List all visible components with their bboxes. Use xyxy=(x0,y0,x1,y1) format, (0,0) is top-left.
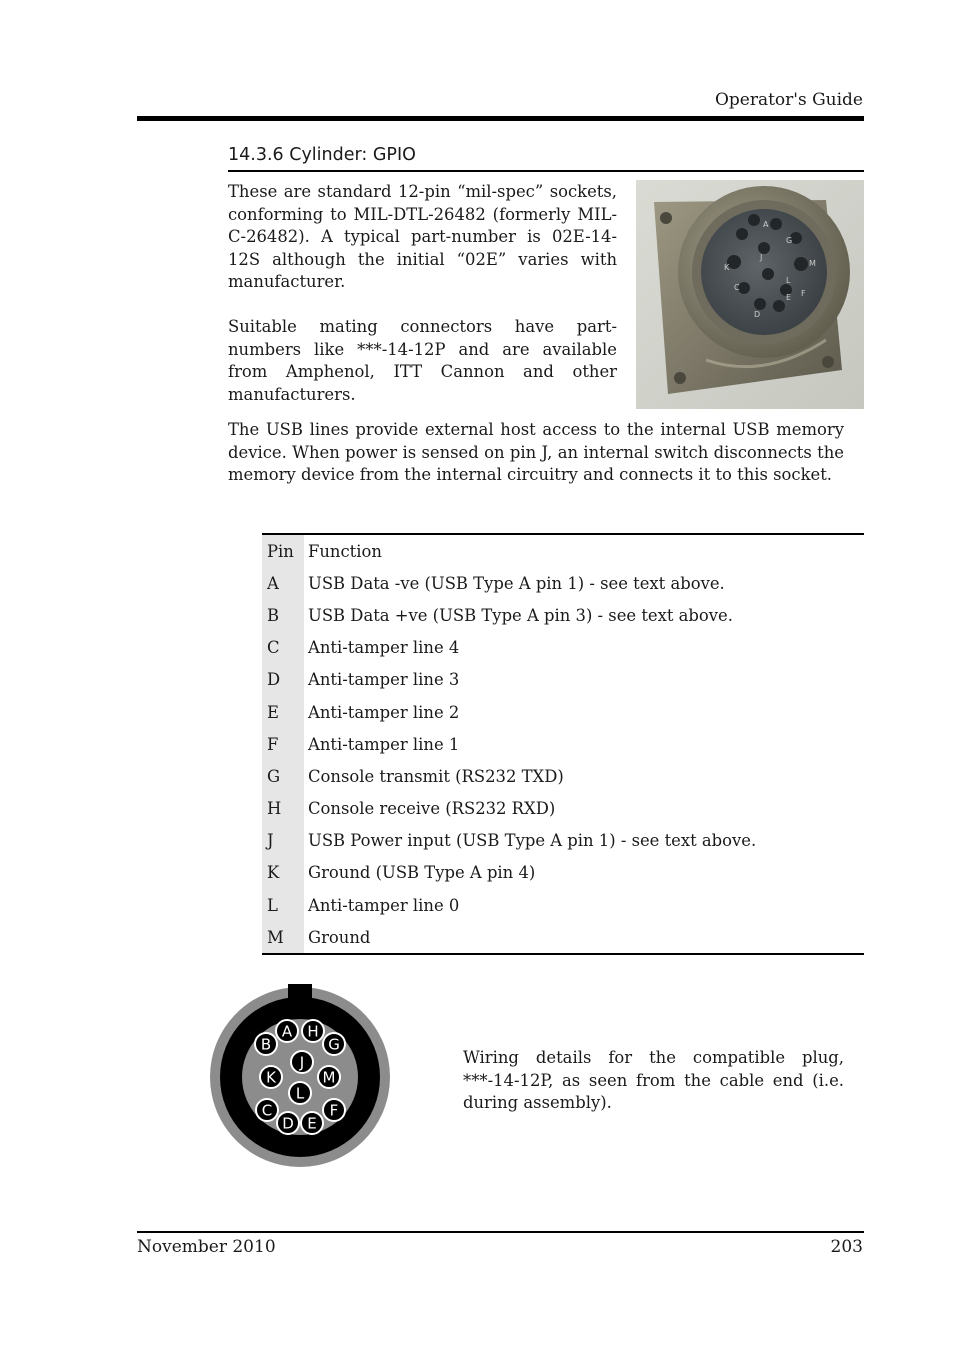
mounting-hole xyxy=(674,372,686,384)
table-row xyxy=(262,567,864,599)
table-row xyxy=(262,857,864,889)
table-row xyxy=(262,889,864,921)
table-row xyxy=(262,760,864,792)
footer-date: November 2010 xyxy=(137,1237,276,1257)
photo-pin-label: F xyxy=(801,289,806,298)
section-rule xyxy=(228,170,864,172)
photo-pin-label: A xyxy=(763,220,769,229)
plug-pin-label: D xyxy=(282,1114,294,1133)
function-cell: Ground xyxy=(308,927,371,947)
header-rule xyxy=(137,116,864,121)
plug-pin-label: C xyxy=(261,1101,273,1120)
table-row xyxy=(262,664,864,696)
pin-column-header: Pin xyxy=(262,535,304,567)
function-cell: USB Power input (USB Type A pin 1) - see text above. xyxy=(308,831,757,851)
running-header: Operator's Guide xyxy=(714,90,863,110)
pin-cell: C xyxy=(262,632,304,664)
pin-cell: A xyxy=(262,567,304,599)
plug-pin-label: L xyxy=(295,1084,305,1103)
photo-pin-label: J xyxy=(760,253,763,262)
photo-pin-label: M xyxy=(809,259,816,268)
pin-cell: H xyxy=(262,793,304,825)
function-cell: USB Data -ve (USB Type A pin 1) - see text above. xyxy=(308,573,725,593)
function-cell: Anti-tamper line 0 xyxy=(308,895,460,915)
table-row xyxy=(262,632,864,664)
section-title: 14.3.6 Cylinder: GPIO xyxy=(228,145,416,165)
table-row xyxy=(262,921,864,953)
plug-pin-label: B xyxy=(260,1035,272,1054)
plug-pin-label: J xyxy=(299,1053,305,1072)
pin-cell: J xyxy=(262,825,304,857)
table-row xyxy=(262,825,864,857)
photo-pin-label: D xyxy=(754,310,761,319)
function-cell: Anti-tamper line 4 xyxy=(308,638,460,658)
intro-paragraph: These are standard 12-pin “mil-spec” sockets, conforming to MIL-DTL-26482 (formerly MIL-C-26482). A typical part-number is 02E-14-12S although the initial “02E” varies with manufacturer. xyxy=(228,182,617,291)
table-row xyxy=(262,696,864,728)
mounting-hole xyxy=(822,356,834,368)
pin-cell: F xyxy=(262,728,304,760)
function-cell: Ground (USB Type A pin 4) xyxy=(308,863,536,883)
page-number: 203 xyxy=(830,1237,863,1257)
plug-wiring-diagram xyxy=(205,982,395,1172)
pin-cell: L xyxy=(262,889,304,921)
mounting-hole xyxy=(660,212,672,224)
connector-photo xyxy=(636,180,864,409)
photo-pin-label: L xyxy=(786,276,791,285)
pin-cell: E xyxy=(262,696,304,728)
plug-pin-label: K xyxy=(266,1068,276,1087)
function-cell: Anti-tamper line 3 xyxy=(308,670,460,690)
mating-connectors-paragraph: Suitable mating connectors have part-numbers like ***-14-12P and are available from Amphenol, ITT Cannon and other manufacturers. xyxy=(228,317,617,404)
pin-cell: K xyxy=(262,857,304,889)
usb-lines-paragraph: The USB lines provide external host access to the internal USB memory device. When power is sensed on pin J, an internal switch disconnects the memory device from the internal circuitry and connects it to this socket. xyxy=(228,420,844,484)
function-cell: USB Data +ve (USB Type A pin 3) - see text above. xyxy=(308,605,733,625)
plug-pin-label: G xyxy=(328,1035,340,1054)
plug-pin-label: F xyxy=(329,1101,339,1120)
footer-rule xyxy=(137,1231,864,1233)
plug-pin-label: M xyxy=(322,1068,336,1087)
plug-caption: Wiring details for the compatible plug, ***-14-12P, as seen from the cable end (i.e. during assembly). xyxy=(463,1048,844,1112)
photo-pin-label: E xyxy=(786,293,792,302)
table-row xyxy=(262,599,864,631)
function-cell: Console receive (RS232 RXD) xyxy=(308,799,556,819)
function-cell: Anti-tamper line 2 xyxy=(308,702,460,722)
plug-pin-label: H xyxy=(307,1022,319,1041)
pin-cell: M xyxy=(262,921,304,953)
table-header-row xyxy=(262,535,864,567)
pin-cell: G xyxy=(262,760,304,792)
photo-pin-label: K xyxy=(724,263,730,272)
photo-pin-label: C xyxy=(734,283,740,292)
pin-cell: D xyxy=(262,664,304,696)
pin-function-table xyxy=(262,533,864,955)
table-row xyxy=(262,728,864,760)
table-row xyxy=(262,793,864,825)
plug-pin-label: A xyxy=(281,1022,293,1041)
function-cell: Anti-tamper line 1 xyxy=(308,734,460,754)
pin-cell: B xyxy=(262,599,304,631)
photo-pin-label: G xyxy=(786,236,793,245)
plug-pin-label: E xyxy=(307,1114,317,1133)
function-cell: Console transmit (RS232 TXD) xyxy=(308,766,564,786)
function-column-header: Function xyxy=(308,541,382,561)
